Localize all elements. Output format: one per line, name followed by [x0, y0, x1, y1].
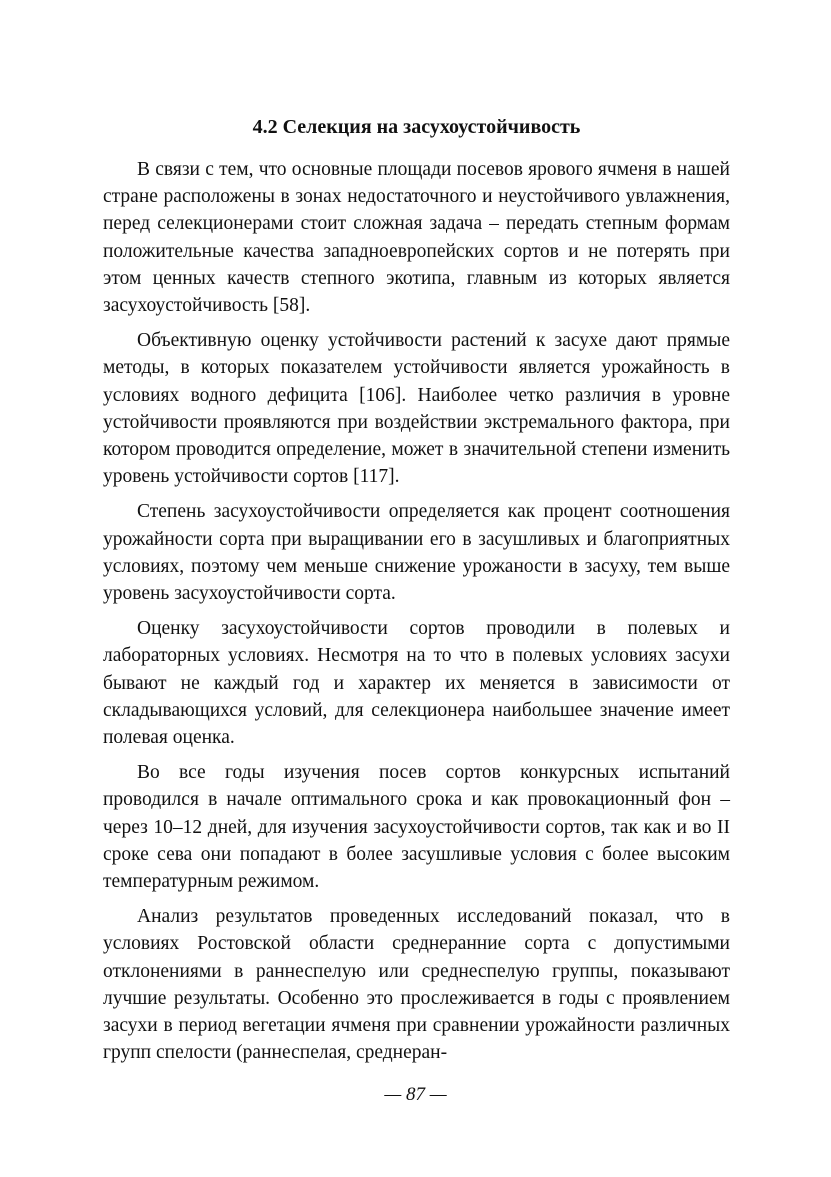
page-body: [103, 104, 730, 1075]
paragraph-2: Объективную оценку устойчивости растений к засухе дают прямые методы, в которых показателем устойчивости является урожайность в условиях водного дефицита [106]. Наиболее четко различия в уровне устойчивости проявляются при воздействии экстремального фактора, при котором проводится определение, может в значительной степени изменить уровень устойчивости сортов [117].: [103, 330, 730, 488]
section-heading: 4.2 Селекция на засухоустойчивость: [252, 116, 581, 138]
paragraph-1: В связи с тем, что основные площади посевов ярового ячменя в нашей стране расположены в зонах недостаточного и неустойчивого увлажнения, перед селекционерами стоит сложная задача – передать степным формам положительные качества западноевропейских сортов и не потерять при этом ценных качеств степного экотипа, главным из которых является засухоустойчивость [58].: [103, 159, 730, 317]
page-number: — 87 —: [384, 1084, 447, 1105]
paragraph-4: Оценку засухоустойчивости сортов проводили в полевых и лабораторных условиях. Несмотря на то что в полевых условиях засухи бывают не каждый год и характер их меняется в зависимости от складывающихся условий, для селекционера наибольшее значение имеет полевая оценка.: [103, 618, 730, 749]
paragraph-5: Во все годы изучения посев сортов конкурсных испытаний проводился в начале оптимального срока и как провокационный фон – через 10–12 дней, для изучения засухоустойчивости сортов, так как и во II сроке сева они попадают в более засушливые условия с более высоким температурным режимом.: [103, 762, 730, 893]
paragraph-6: Анализ результатов проведенных исследований показал, что в условиях Ростовской области среднеранние сорта с допустимыми отклонениями в раннеспелую или среднеспелую группы, показывают лучшие результаты. Особенно это прослеживается в годы с проявлением засухи в период вегетации ячменя при сравнении урожайности различных групп спелости (раннеспелая, среднеран-: [103, 906, 730, 1064]
paragraph-3: Степень засухоустойчивости определяется как процент соотношения урожайности сорта при выращивании его в засушливых и благоприятных условиях, поэтому чем меньше снижение урожаности в засуху, тем выше уровень засухоустойчивости сорта.: [103, 501, 730, 605]
